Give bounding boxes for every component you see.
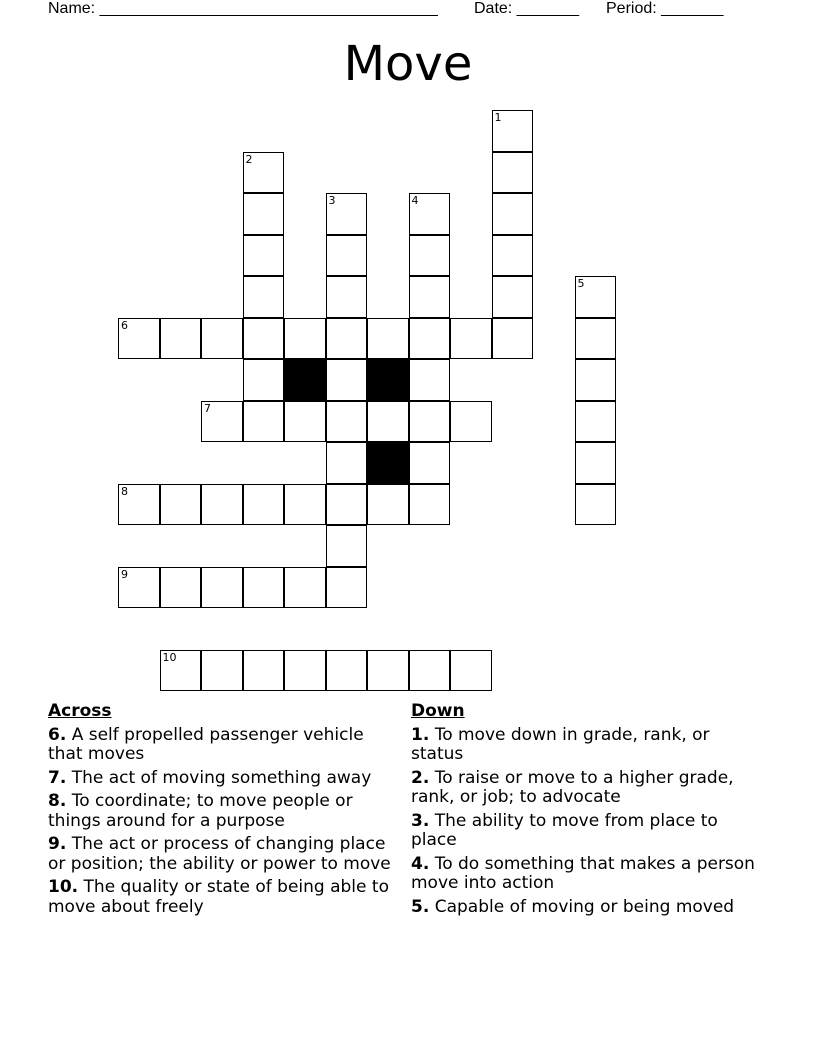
cell-number: 10 (162, 650, 177, 664)
answer-square[interactable] (243, 484, 285, 526)
across-clue-8 (48, 792, 393, 831)
down-clue-5 (411, 898, 756, 918)
answer-square[interactable] (575, 359, 617, 401)
answer-square[interactable] (492, 318, 534, 360)
clue-number: 7. (48, 767, 67, 788)
answer-square[interactable] (243, 401, 285, 443)
answer-square[interactable] (118, 484, 160, 526)
clue-text: To do something that makes a person move into action (411, 853, 755, 893)
clue-number: 6. (48, 724, 67, 745)
cell-number: 5 (577, 277, 585, 290)
cell-number: 7 (204, 401, 211, 415)
cell-number: 6 (121, 318, 128, 332)
down-heading: Down (411, 701, 465, 721)
answer-square[interactable] (326, 525, 368, 567)
across-clue-7 (48, 769, 393, 789)
answer-square[interactable] (284, 484, 326, 526)
cell-number: 3 (328, 194, 336, 207)
answer-square[interactable] (118, 567, 160, 609)
down-clue-3 (411, 812, 756, 851)
answer-square[interactable] (243, 235, 285, 277)
answer-square[interactable] (160, 567, 202, 609)
answer-square[interactable] (575, 401, 617, 443)
down-clue-1 (411, 726, 756, 765)
answer-square[interactable] (492, 152, 534, 194)
answer-square[interactable] (201, 484, 243, 526)
down-clues (411, 702, 756, 921)
answer-square[interactable] (118, 318, 160, 360)
answer-square[interactable] (201, 401, 243, 443)
clue-number: 2. (411, 767, 430, 788)
clue-text: The ability to move from place to place (411, 810, 718, 850)
answer-square[interactable] (492, 276, 534, 318)
answer-square[interactable] (160, 318, 202, 360)
clue-number: 3. (411, 810, 430, 831)
clue-number: 4. (411, 853, 430, 874)
cell-number: 9 (121, 567, 128, 581)
answer-square[interactable] (326, 235, 368, 277)
answer-square[interactable] (243, 276, 285, 318)
clue-text: To move down in grade, rank, or status (411, 724, 710, 764)
answer-square[interactable] (326, 276, 368, 318)
name-field[interactable]: Name: ______________________________________ (48, 0, 438, 17)
down-clue-2 (411, 769, 756, 808)
answer-square[interactable] (409, 235, 451, 277)
cell-number: 2 (245, 152, 253, 166)
answer-square[interactable] (367, 401, 409, 443)
across-clues (48, 702, 393, 921)
clue-number: 10. (48, 877, 79, 897)
clue-text: To raise or move to a higher grade, rank, or job; to advocate (411, 767, 734, 807)
answer-square[interactable] (284, 401, 326, 443)
answer-square[interactable] (243, 359, 285, 401)
clue-number: 8. (48, 791, 67, 811)
answer-square[interactable] (450, 318, 492, 360)
cell-number: 4 (411, 194, 419, 207)
clue-number: 9. (48, 834, 67, 854)
across-clue-9 (48, 835, 393, 874)
answer-square[interactable] (450, 650, 492, 692)
answer-square[interactable] (284, 567, 326, 609)
clue-text: The act or process of changing place or position; the ability or power to move (48, 834, 391, 874)
answer-square[interactable] (409, 401, 451, 443)
answer-square[interactable] (409, 442, 451, 484)
answer-square[interactable] (326, 359, 368, 401)
answer-square[interactable] (409, 359, 451, 401)
answer-square[interactable] (243, 567, 285, 609)
answer-square[interactable] (326, 442, 368, 484)
answer-square[interactable] (575, 484, 617, 526)
answer-square[interactable] (326, 484, 368, 526)
black-square (367, 359, 409, 401)
answer-square[interactable] (575, 276, 617, 318)
answer-square[interactable] (326, 567, 368, 609)
answer-square[interactable] (575, 318, 617, 360)
cell-number: 8 (121, 484, 128, 498)
page-title: Move (343, 36, 473, 92)
across-clue-6 (48, 726, 393, 765)
answer-square[interactable] (243, 152, 285, 194)
clue-number: 1. (411, 724, 430, 745)
answer-square[interactable] (575, 442, 617, 484)
answer-square[interactable] (201, 318, 243, 360)
answer-square[interactable] (160, 484, 202, 526)
answer-square[interactable] (409, 318, 451, 360)
date-field[interactable]: Date: _______ (474, 0, 579, 17)
answer-square[interactable] (326, 318, 368, 360)
answer-square[interactable] (160, 650, 202, 692)
answer-square[interactable] (284, 318, 326, 360)
answer-square[interactable] (201, 650, 243, 692)
answer-square[interactable] (367, 484, 409, 526)
answer-square[interactable] (492, 110, 534, 152)
answer-square[interactable] (243, 193, 285, 235)
answer-square[interactable] (409, 193, 451, 235)
answer-square[interactable] (243, 650, 285, 692)
clue-text: A self propelled passenger vehicle that moves (48, 724, 364, 764)
answer-square[interactable] (243, 318, 285, 360)
black-square (284, 359, 326, 401)
answer-square[interactable] (409, 276, 451, 318)
answer-square[interactable] (284, 650, 326, 692)
answer-square[interactable] (367, 318, 409, 360)
clue-text: The act of moving something away (66, 767, 372, 788)
answer-square[interactable] (326, 650, 368, 692)
clue-text: To coordinate; to move people or things around for a purpose (48, 791, 353, 831)
across-clue-10 (48, 878, 393, 917)
answer-square[interactable] (326, 401, 368, 443)
answer-square[interactable] (492, 193, 534, 235)
down-clue-4 (411, 855, 756, 894)
answer-square[interactable] (450, 401, 492, 443)
black-square (367, 442, 409, 484)
answer-square[interactable] (409, 650, 451, 692)
answer-square[interactable] (201, 567, 243, 609)
answer-square[interactable] (409, 484, 451, 526)
answer-square[interactable] (492, 235, 534, 277)
across-heading: Across (48, 701, 112, 721)
clue-number: 5. (411, 896, 430, 917)
answer-square[interactable] (326, 193, 368, 235)
period-field[interactable]: Period: _______ (606, 0, 724, 17)
cell-number: 1 (494, 111, 502, 124)
clue-text: Capable of moving or being moved (429, 896, 735, 917)
answer-square[interactable] (367, 650, 409, 692)
clue-text: The quality or state of being able to move about freely (48, 877, 389, 917)
